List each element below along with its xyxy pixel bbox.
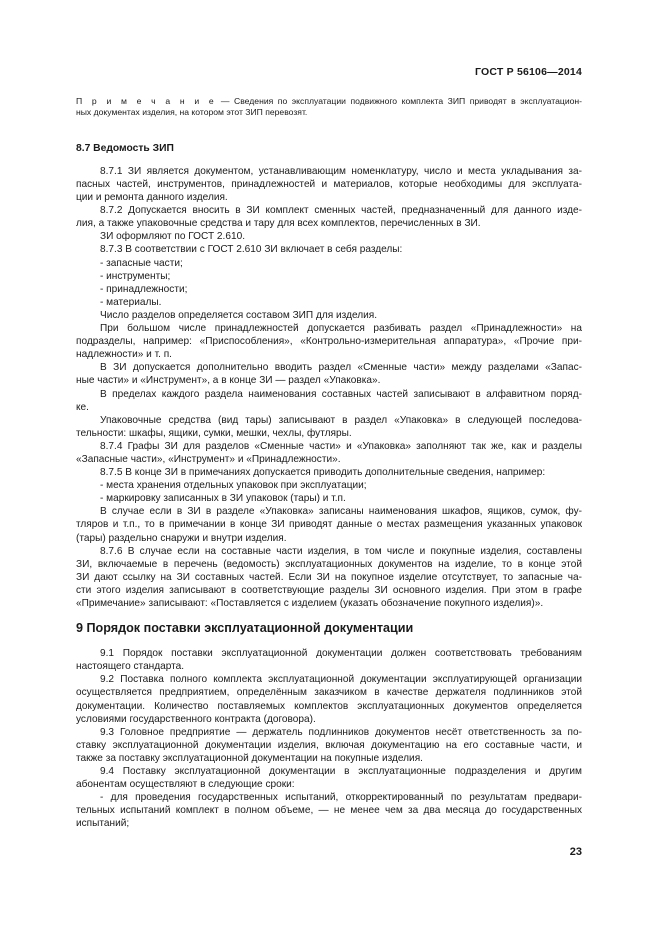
paragraph	[76, 296, 582, 309]
paragraph	[76, 673, 582, 725]
section-heading: 9 Порядок поставки эксплуатационной документации	[76, 621, 414, 636]
text-line: «Запасные части», «Инструмент» и «Принадлежности».	[76, 453, 341, 465]
text-line: ЗИ оформляют по ГОСТ 2.610.	[100, 231, 245, 243]
page-number: 23	[569, 846, 582, 858]
paragraph	[76, 479, 582, 492]
text-line: 9.3 Головное предприятие — держатель подлинников документов несёт ответственность за по-	[100, 726, 582, 738]
text-line: (тары) раздельно снаружи и внутри изделия.	[76, 532, 287, 544]
note-block	[76, 96, 582, 119]
text-line: тляров и т.п., то в примечании в конце ЗИ приводят данные о местах размещения указанных упаковок	[76, 519, 582, 531]
text-line: испытаний;	[76, 818, 130, 830]
text-line: абонентам осуществляют в следующие сроки:	[76, 779, 295, 791]
text-line: 8.7.4 Графы ЗИ для разделов «Сменные части» и «Упаковка» заполняют так же, как и разделы	[100, 440, 582, 452]
paragraph	[76, 647, 582, 673]
text-line: - маркировку записанных в ЗИ упаковок (тары) и т.п.	[100, 493, 346, 505]
text-line: тельных испытаний комплект в полном объеме, — не менее чем за два месяца до государственных	[76, 805, 582, 817]
text-line: 9.2 Поставка полного комплекта эксплуатационной документации эксплуатирующей организации	[100, 674, 582, 686]
paragraph	[76, 165, 582, 204]
paragraph	[76, 414, 582, 440]
text-line: В пределах каждого раздела наименования составных частей записывают в алфавитном поряд-	[100, 388, 582, 400]
paragraph	[76, 361, 582, 387]
paragraph	[76, 440, 582, 466]
paragraph	[76, 309, 582, 322]
section-heading: 8.7 Ведомость ЗИП	[76, 142, 174, 154]
text-line: В случае если в ЗИ в разделе «Упаковка» записаны наименования шкафов, ящиков, сумок, фу-	[100, 506, 582, 518]
paragraph	[76, 765, 582, 791]
text-line: сти этого изделия записывают в соответствующие разделы ЗИ основного изделия. При этом в графе	[76, 584, 582, 596]
document-code: ГОСТ Р 56106—2014	[474, 66, 582, 78]
text-line: 8.7.2 Допускается вносить в ЗИ комплект сменных частей, предназначенный для данного изде-	[100, 205, 582, 217]
paragraph	[76, 492, 582, 505]
text-line: 9.4 Поставку эксплуатационной документации в эксплуатационные подразделения и другим	[100, 766, 582, 778]
text-line: 9.1 Порядок поставки эксплуатационной документации должен соответствовать требованиям	[100, 648, 582, 660]
text-line: 8.7.3 В соответствии с ГОСТ 2.610 ЗИ включает в себя разделы:	[100, 244, 403, 256]
text-line: - материалы.	[100, 296, 162, 308]
note-text: — Сведения по эксплуатации подвижного комплекта ЗИП приводят в эксплуатацион-	[216, 96, 583, 106]
text-line: ции и ремонта данного изделия.	[76, 192, 228, 204]
text-line: надлежности» и т. п.	[76, 349, 172, 361]
note-line: ных документах изделия, на котором этот ЗИП перевозят.	[76, 107, 308, 118]
text-line: - принадлежности;	[100, 283, 188, 295]
paragraph	[76, 243, 582, 256]
text-line: ЗИ дают ссылку на ЗИ составных частей. Если ЗИ на покупное изделие отсутствует, то запасные ча-	[76, 571, 582, 583]
paragraph	[76, 545, 582, 610]
paragraph	[76, 283, 582, 296]
text-line: - запасные части;	[100, 257, 183, 269]
text-line: - инструменты;	[100, 270, 171, 282]
paragraph	[76, 791, 582, 830]
text-line: В ЗИ допускается дополнительно вводить раздел «Сменные части» между разделами «Запас-	[100, 362, 582, 374]
paragraph	[76, 466, 582, 479]
text-line: осуществляется предприятием, определённым заказчиком в качестве держателя подлинников этой	[76, 687, 582, 699]
text-line: 8.7.5 В конце ЗИ в примечаниях допускается приводить дополнительные сведения, например:	[100, 467, 546, 479]
text-line: подразделы, например: «Приспособления», «Контрольно-измерительная аппаратура», «Прочие при-	[76, 336, 582, 348]
text-line: - места хранения отдельных упаковок при эксплуатации;	[100, 480, 367, 492]
text-line: настоящего стандарта.	[76, 661, 185, 673]
text-line: «Примечание» записывают: «Поставляется с изделием (указать обозначение покупного изделия)».	[76, 598, 544, 609]
text-line: Упаковочные средства (вид тары) записывают в раздел «Упаковка» в следующей последова-	[100, 414, 582, 426]
note-line	[76, 96, 582, 107]
text-line: лия, а также упаковочные средства и тару для всех комплектов, перечисленных в ЗИ.	[76, 218, 481, 230]
paragraph	[76, 505, 582, 544]
text-line: ные части» и «Инструмент», а в конце ЗИ — раздел «Упаковка».	[76, 375, 381, 387]
text-line: пасных частей, инструментов, принадлежностей и материалов, которые необходимы для эксплуата-	[76, 179, 582, 190]
paragraph	[76, 270, 582, 283]
paragraph	[76, 322, 582, 361]
text-line: условиями государственного контракта (договора).	[76, 713, 316, 725]
text-line: ке.	[76, 401, 89, 413]
paragraph	[76, 257, 582, 270]
note-label: П р и м е ч а н и е	[76, 96, 217, 106]
text-line: При большом числе принадлежностей допускается разбивать раздел «Принадлежности» на	[100, 323, 582, 335]
text-line: ЗИ, включаемые в перечень (ведомость) эксплуатационных документов на изделие, то в конце этой	[76, 558, 582, 570]
paragraph	[76, 230, 582, 243]
text-line: - для проведения государственных испытаний, откорректированный по результатам предвари-	[100, 792, 582, 804]
section-body	[76, 647, 582, 830]
text-line: также за поставку эксплуатационной документации на покупные изделия.	[76, 752, 423, 764]
paragraph	[76, 388, 582, 414]
text-line: тельности: шкафы, ящики, сумки, мешки, чехлы, футляры.	[76, 427, 352, 439]
section-body	[76, 165, 582, 610]
paragraph	[76, 204, 582, 230]
text-line: ставку эксплуатационной документации изделия, включая документацию на его составные части, и	[76, 739, 582, 751]
page-content	[76, 96, 582, 831]
text-line: 8.7.6 В случае если на составные части изделия, в том числе и покупные изделия, составлены	[100, 545, 582, 557]
text-line: 8.7.1 ЗИ является документом, устанавливающим номенклатуру, число и места укладывания за-	[100, 165, 582, 177]
paragraph	[76, 726, 582, 765]
text-line: документации. Количество поставляемых комплектов эксплуатационных документов определяется	[76, 700, 582, 712]
text-line: Число разделов определяется составом ЗИП для изделия.	[100, 309, 378, 321]
